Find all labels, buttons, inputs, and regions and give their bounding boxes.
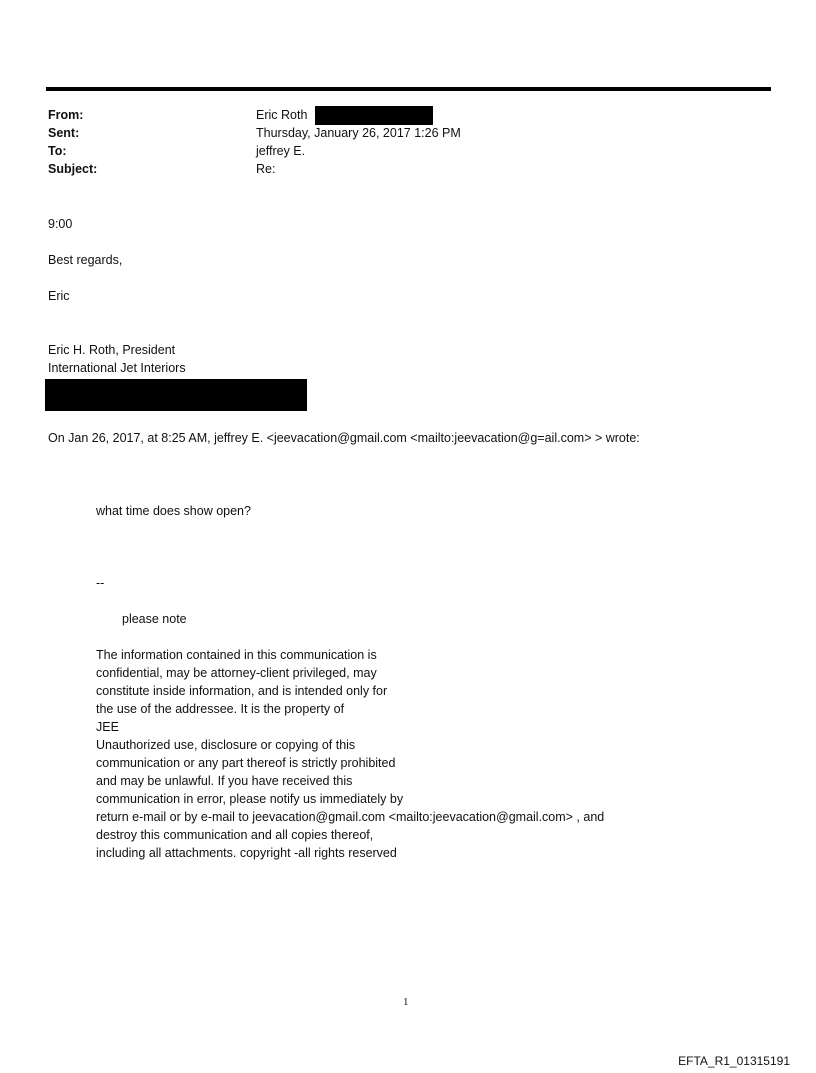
disclaimer-line: destroy this communication and all copies thereof, [96,828,374,842]
disclaimer-line: including all attachments. copyright -all rights reserved [96,846,397,860]
quoted-question: what time does show open? [96,504,251,518]
please-note: please note [122,612,187,626]
disclaimer [96,646,604,862]
header-divider [46,87,771,91]
signature-company: International Jet Interiors [48,361,186,375]
disclaimer-line: JEE [96,720,119,734]
disclaimer-line: Unauthorized use, disclosure or copying of this [96,738,356,752]
separator: -- [96,576,105,590]
disclaimer-line: constitute inside information, and is intended only for [96,684,388,698]
disclaimer-line: confidential, may be attorney-client privileged, may [96,666,377,680]
to-value: jeffrey E. [256,144,306,158]
disclaimer-line: the use of the addressee. It is the property of [96,702,345,716]
redaction-box [45,379,307,411]
signature-name: Eric H. Roth, President [48,343,176,357]
closing: Best regards, [48,253,123,267]
sent-label: Sent: [48,126,80,140]
bates-number: EFTA_R1_01315191 [678,1054,790,1068]
disclaimer-line: The information contained in this communication is [96,648,377,662]
quote-intro: On Jan 26, 2017, at 8:25 AM, jeffrey E. <jeevacation@gmail.com <mailto:jeevacation@g=ail.com> > wrote: [48,431,640,445]
subject-value: Re: [256,162,276,176]
redaction-box [315,106,433,125]
disclaimer-line: return e-mail or by e-mail to jeevacation@gmail.com <mailto:jeevacation@gmail.com> , and [96,810,605,824]
subject-label: Subject: [48,162,98,176]
page-number: 1 [403,996,409,1008]
reply-time: 9:00 [48,217,73,231]
from-label: From: [48,108,84,122]
disclaimer-line: communication in error, please notify us immediately by [96,792,404,806]
signoff: Eric [48,289,70,303]
sent-value: Thursday, January 26, 2017 1:26 PM [256,126,461,140]
disclaimer-line: communication or any part thereof is strictly prohibited [96,756,396,770]
disclaimer-line: and may be unlawful. If you have received this [96,774,353,788]
from-value: Eric Roth [256,106,433,125]
to-label: To: [48,144,67,158]
